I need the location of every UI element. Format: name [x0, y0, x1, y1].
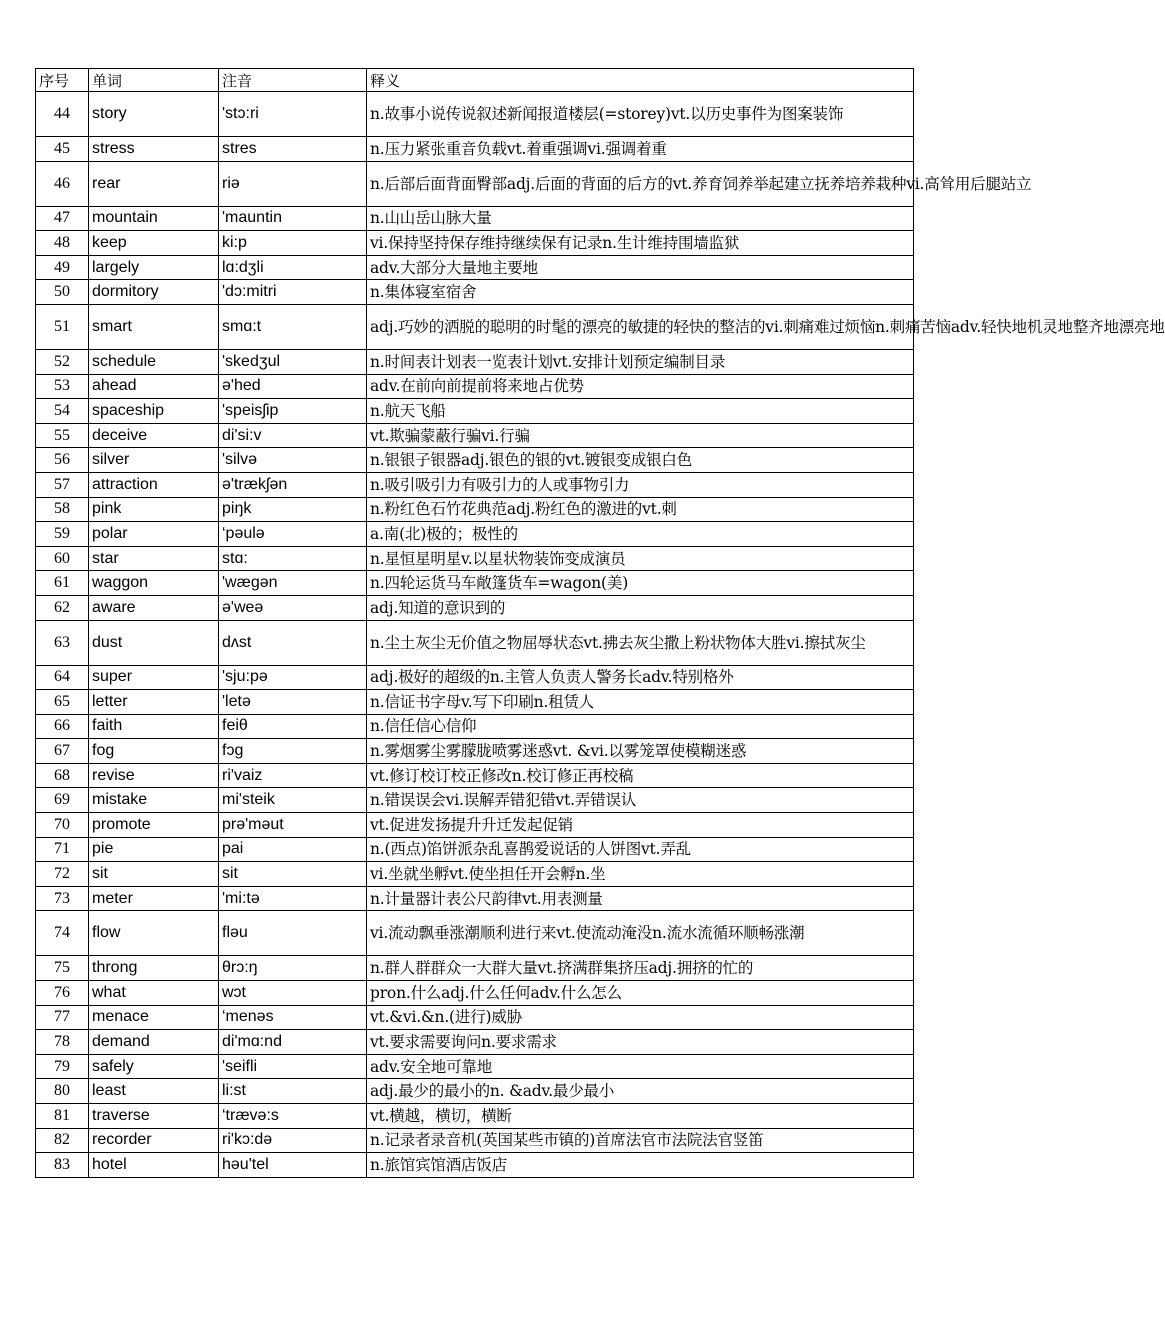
table-row: [36, 837, 914, 862]
phonetic-cell: 'silvə: [219, 448, 367, 473]
table-row: [36, 1079, 914, 1104]
word-cell: deceive: [89, 423, 219, 448]
row-number: 62: [36, 595, 89, 620]
word-cell: smart: [89, 304, 219, 349]
row-number: 52: [36, 349, 89, 374]
table-body: [36, 92, 1165, 1178]
row-number: 82: [36, 1128, 89, 1153]
phonetic-cell: dʌst: [219, 620, 367, 665]
definition-cell: vt.要求需要询问n.要求需求: [367, 1030, 914, 1055]
phonetic-cell: ri'vaiz: [219, 763, 367, 788]
row-number: 48: [36, 231, 89, 256]
definition-cell: n.故事小说传说叙述新闻报道楼层(=storey)vt.以历史事件为图案装饰: [367, 92, 914, 137]
phonetic-cell: di'si:v: [219, 423, 367, 448]
table-row: [36, 280, 914, 305]
word-cell: dormitory: [89, 280, 219, 305]
word-cell: polar: [89, 522, 219, 547]
row-number: 70: [36, 813, 89, 838]
definition-cell: n.星恒星明星v.以星状物装饰变成演员: [367, 546, 914, 571]
word-cell: pink: [89, 497, 219, 522]
table-row: [36, 595, 914, 620]
word-cell: meter: [89, 886, 219, 911]
word-cell: keep: [89, 231, 219, 256]
row-number: 63: [36, 620, 89, 665]
word-cell: attraction: [89, 472, 219, 497]
word-cell: silver: [89, 448, 219, 473]
word-cell: fog: [89, 739, 219, 764]
phonetic-cell: ‘pəulə: [219, 522, 367, 547]
phonetic-cell: piŋk: [219, 497, 367, 522]
row-number: 65: [36, 690, 89, 715]
definition-cell: vi.保持坚持保存维持继续保有记录n.生计维持围墙监狱: [367, 231, 914, 256]
definition-cell: adj.知道的意识到的: [367, 595, 914, 620]
row-number: 80: [36, 1079, 89, 1104]
definition-cell: pron.什么adj.什么任何adv.什么怎么: [367, 981, 914, 1006]
phonetic-cell: ki:p: [219, 231, 367, 256]
phonetic-cell: ə'hed: [219, 374, 367, 399]
vocabulary-sheet: [35, 68, 1165, 1178]
table-row: [36, 911, 914, 956]
phonetic-cell: ‘trævə:s: [219, 1104, 367, 1129]
word-cell: hotel: [89, 1153, 219, 1178]
phonetic-cell: riə: [219, 161, 367, 206]
word-cell: faith: [89, 714, 219, 739]
table-row: [36, 956, 914, 981]
word-cell: stress: [89, 137, 219, 162]
word-cell: story: [89, 92, 219, 137]
word-cell: demand: [89, 1030, 219, 1055]
table-row: [36, 813, 914, 838]
phonetic-cell: θrɔ:ŋ: [219, 956, 367, 981]
phonetic-cell: stɑ:: [219, 546, 367, 571]
row-number: 45: [36, 137, 89, 162]
table-row: [36, 1030, 914, 1055]
phonetic-cell: prə'məut: [219, 813, 367, 838]
phonetic-cell: həu'tel: [219, 1153, 367, 1178]
word-cell: super: [89, 665, 219, 690]
phonetic-cell: pai: [219, 837, 367, 862]
row-number: 54: [36, 399, 89, 424]
definition-cell: n.雾烟雾尘雾朦胧喷雾迷惑vt. &vi.以雾笼罩使模糊迷惑: [367, 739, 914, 764]
word-cell: waggon: [89, 571, 219, 596]
phonetic-cell: mi'steik: [219, 788, 367, 813]
definition-cell: n.(西点)馅饼派杂乱喜鹊爱说话的人饼图vt.弄乱: [367, 837, 914, 862]
definition-cell: n.航天飞船: [367, 399, 914, 424]
word-cell: sit: [89, 862, 219, 887]
row-number: 83: [36, 1153, 89, 1178]
definition-cell: adv.在前向前提前将来地占优势: [367, 374, 914, 399]
definition-cell: n.压力紧张重音负载vt.着重强调vi.强调着重: [367, 137, 914, 162]
row-number: 57: [36, 472, 89, 497]
table-row: [36, 374, 914, 399]
definition-cell: n.时间表计划表一览表计划vt.安排计划预定编制目录: [367, 349, 914, 374]
phonetic-cell: 'skedʒul: [219, 349, 367, 374]
row-number: 64: [36, 665, 89, 690]
word-cell: aware: [89, 595, 219, 620]
definition-cell: n.银银子银器adj.银色的银的vt.镀银变成银白色: [367, 448, 914, 473]
table-row: [36, 665, 914, 690]
definition-cell: vt.&vi.&n.(进行)威胁: [367, 1005, 914, 1030]
row-number: 47: [36, 206, 89, 231]
table-row: [36, 497, 914, 522]
definition-cell: n.旅馆宾馆酒店饭店: [367, 1153, 914, 1178]
table-row: [36, 714, 914, 739]
definition-cell: n.后部后面背面臀部adj.后面的背面的后方的vt.养育饲养举起建立抚养培养栽种vi.高耸用后腿站立: [367, 161, 914, 206]
definition-cell: adj.巧妙的洒脱的聪明的时髦的漂亮的敏捷的轻快的整洁的vi.刺痛难过烦恼n.刺痛苦恼adv.轻快地机灵地整齐地漂亮地: [367, 304, 914, 349]
table-row: [36, 448, 914, 473]
table-row: [36, 423, 914, 448]
phonetic-cell: stres: [219, 137, 367, 162]
table-row: [36, 137, 914, 162]
row-number: 74: [36, 911, 89, 956]
word-cell: letter: [89, 690, 219, 715]
definition-cell: n.记录者录音机(英国某些市镇的)首席法官市法院法官竖笛: [367, 1128, 914, 1153]
row-number: 79: [36, 1054, 89, 1079]
table-row: [36, 763, 914, 788]
row-number: 49: [36, 255, 89, 280]
definition-cell: adj.极好的超级的n.主管人负责人警务长adv.特别格外: [367, 665, 914, 690]
phonetic-cell: 'dɔ:mitri: [219, 280, 367, 305]
definition-cell: vt.横越，横切，横断: [367, 1104, 914, 1129]
table-row: [36, 1005, 914, 1030]
table-row: [36, 862, 914, 887]
word-cell: mistake: [89, 788, 219, 813]
table-row: [36, 690, 914, 715]
vocabulary-table: [35, 68, 1165, 1178]
table-row: [36, 255, 914, 280]
word-cell: spaceship: [89, 399, 219, 424]
table-row: [36, 739, 914, 764]
definition-cell: adj.最少的最小的n. &adv.最少最小: [367, 1079, 914, 1104]
phonetic-cell: 'sju:pə: [219, 665, 367, 690]
definition-cell: n.错误误会vi.误解弄错犯错vt.弄错误认: [367, 788, 914, 813]
table-row: [36, 161, 914, 206]
row-number: 44: [36, 92, 89, 137]
row-number: 78: [36, 1030, 89, 1055]
word-cell: star: [89, 546, 219, 571]
table-row: [36, 1054, 914, 1079]
row-number: 55: [36, 423, 89, 448]
word-cell: dust: [89, 620, 219, 665]
phonetic-cell: ə'trækʃən: [219, 472, 367, 497]
word-cell: pie: [89, 837, 219, 862]
row-number: 68: [36, 763, 89, 788]
row-number: 61: [36, 571, 89, 596]
phonetic-cell: smɑ:t: [219, 304, 367, 349]
table-row: [36, 304, 914, 349]
table-row: [36, 886, 914, 911]
table-row: [36, 472, 914, 497]
word-cell: menace: [89, 1005, 219, 1030]
phonetic-cell: 'seifli: [219, 1054, 367, 1079]
row-number: 60: [36, 546, 89, 571]
table-row: [36, 546, 914, 571]
word-cell: mountain: [89, 206, 219, 231]
phonetic-cell: 'stɔ:ri: [219, 92, 367, 137]
word-cell: flow: [89, 911, 219, 956]
phonetic-cell: ə'weə: [219, 595, 367, 620]
table-row: [36, 92, 914, 137]
definition-cell: adv.大部分大量地主要地: [367, 255, 914, 280]
row-number: 71: [36, 837, 89, 862]
word-cell: largely: [89, 255, 219, 280]
table-row: [36, 206, 914, 231]
phonetic-cell: 'mauntin: [219, 206, 367, 231]
row-number: 72: [36, 862, 89, 887]
row-number: 56: [36, 448, 89, 473]
definition-cell: a.南(北)极的；极性的: [367, 522, 914, 547]
word-cell: least: [89, 1079, 219, 1104]
definition-cell: n.山山岳山脉大量: [367, 206, 914, 231]
phonetic-cell: sit: [219, 862, 367, 887]
phonetic-cell: 'speisʃip: [219, 399, 367, 424]
word-cell: what: [89, 981, 219, 1006]
phonetic-cell: 'wæɡən: [219, 571, 367, 596]
row-number: 51: [36, 304, 89, 349]
row-number: 59: [36, 522, 89, 547]
definition-cell: vt.修订校订校正修改n.校订修正再校稿: [367, 763, 914, 788]
header-row: [36, 69, 914, 92]
word-cell: rear: [89, 161, 219, 206]
definition-cell: vi.坐就坐孵vt.使坐担任开会孵n.坐: [367, 862, 914, 887]
definition-cell: n.计量器计表公尺韵律vt.用表测量: [367, 886, 914, 911]
table-row: [36, 1104, 914, 1129]
phonetic-cell: li:st: [219, 1079, 367, 1104]
table-row: [36, 349, 914, 374]
word-cell: ahead: [89, 374, 219, 399]
definition-cell: n.吸引吸引力有吸引力的人或事物引力: [367, 472, 914, 497]
phonetic-cell: ri'kɔ:də: [219, 1128, 367, 1153]
phonetic-cell: ‘menəs: [219, 1005, 367, 1030]
row-number: 73: [36, 886, 89, 911]
phonetic-cell: feiθ: [219, 714, 367, 739]
definition-cell: vt.欺骗蒙蔽行骗vi.行骗: [367, 423, 914, 448]
word-cell: recorder: [89, 1128, 219, 1153]
table-row: [36, 231, 914, 256]
table-row: [36, 522, 914, 547]
row-number: 75: [36, 956, 89, 981]
header-definition: 释义: [367, 69, 914, 92]
word-cell: promote: [89, 813, 219, 838]
phonetic-cell: 'mi:tə: [219, 886, 367, 911]
row-number: 67: [36, 739, 89, 764]
row-number: 76: [36, 981, 89, 1006]
word-cell: throng: [89, 956, 219, 981]
row-number: 77: [36, 1005, 89, 1030]
table-row: [36, 981, 914, 1006]
row-number: 46: [36, 161, 89, 206]
definition-cell: adv.安全地可靠地: [367, 1054, 914, 1079]
phonetic-cell: fɔɡ: [219, 739, 367, 764]
row-number: 50: [36, 280, 89, 305]
definition-cell: n.粉红色石竹花典范adj.粉红色的激进的vt.刺: [367, 497, 914, 522]
table-row: [36, 620, 914, 665]
phonetic-cell: 'letə: [219, 690, 367, 715]
definition-cell: vt.促进发扬提升升迁发起促销: [367, 813, 914, 838]
phonetic-cell: di'mɑ:nd: [219, 1030, 367, 1055]
table-row: [36, 788, 914, 813]
header-num: 序号: [36, 69, 89, 92]
row-number: 69: [36, 788, 89, 813]
header-word: 单词: [89, 69, 219, 92]
definition-cell: n.四轮运货马车敞篷货车=wagon(美): [367, 571, 914, 596]
table-row: [36, 1153, 914, 1178]
word-cell: traverse: [89, 1104, 219, 1129]
word-cell: schedule: [89, 349, 219, 374]
table-row: [36, 399, 914, 424]
definition-cell: n.信任信心信仰: [367, 714, 914, 739]
row-number: 58: [36, 497, 89, 522]
row-number: 53: [36, 374, 89, 399]
phonetic-cell: lɑ:dʒli: [219, 255, 367, 280]
phonetic-cell: wɔt: [219, 981, 367, 1006]
row-number: 66: [36, 714, 89, 739]
row-number: 81: [36, 1104, 89, 1129]
phonetic-cell: fləu: [219, 911, 367, 956]
header-phonetic: 注音: [219, 69, 367, 92]
table-row: [36, 1128, 914, 1153]
definition-cell: n.集体寝室宿舍: [367, 280, 914, 305]
definition-cell: n.信证书字母v.写下印刷n.租赁人: [367, 690, 914, 715]
table-row: [36, 571, 914, 596]
definition-cell: n.尘土灰尘无价值之物屈辱状态vt.拂去灰尘撒上粉状物体大胜vi.擦拭灰尘: [367, 620, 914, 665]
definition-cell: n.群人群群众一大群大量vt.挤满群集挤压adj.拥挤的忙的: [367, 956, 914, 981]
word-cell: safely: [89, 1054, 219, 1079]
definition-cell: vi.流动飘垂涨潮顺利进行来vt.使流动淹没n.流水流循环顺畅涨潮: [367, 911, 914, 956]
word-cell: revise: [89, 763, 219, 788]
